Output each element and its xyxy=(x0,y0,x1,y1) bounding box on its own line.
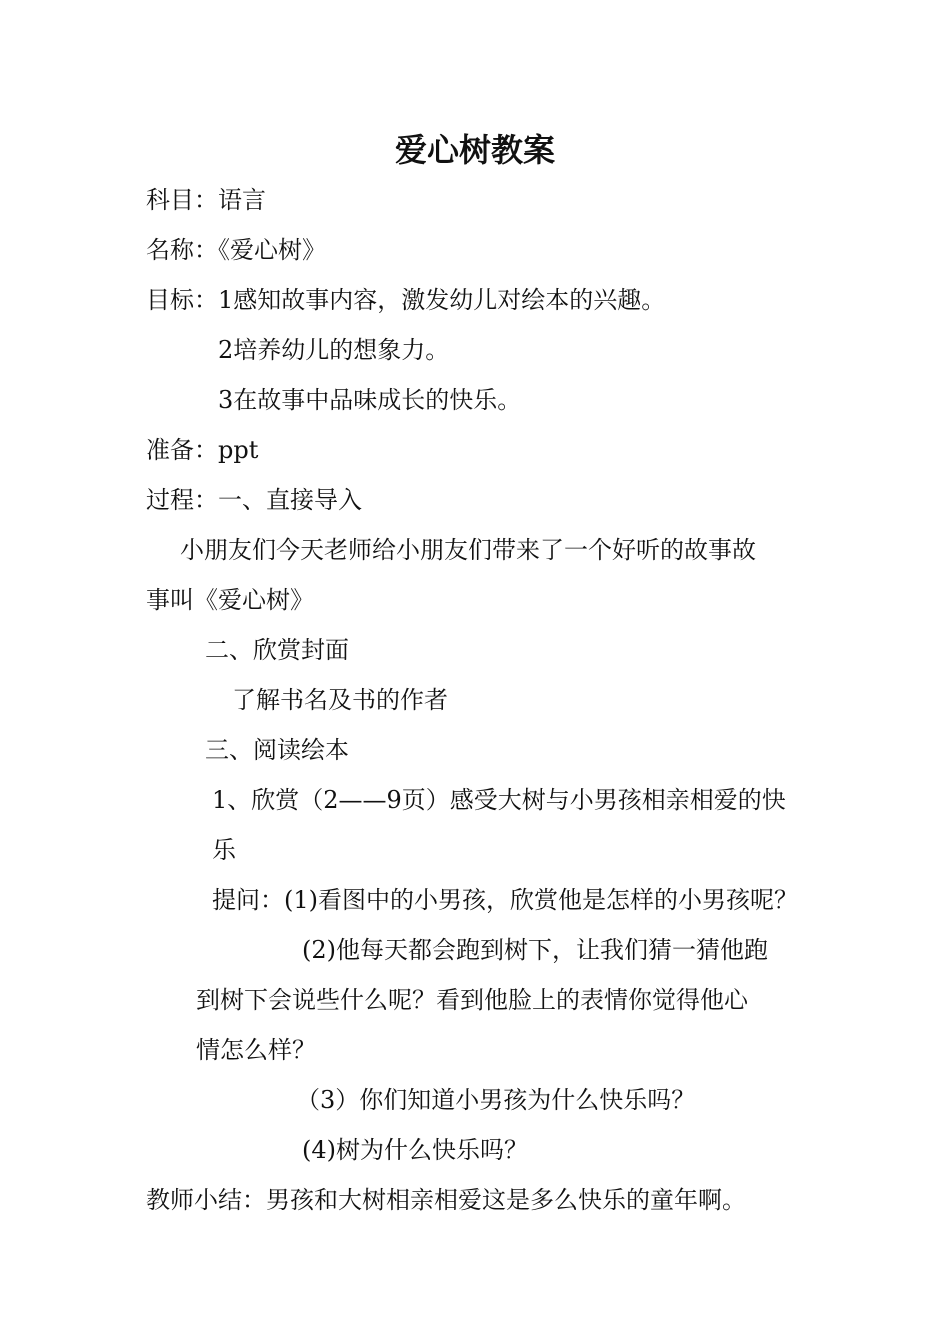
preparation-line: 准备：ppt xyxy=(146,436,259,464)
step-2-heading: 二、欣赏封面 xyxy=(205,636,349,664)
goal-line-3: 3在故事中品味成长的快乐。 xyxy=(218,386,522,414)
name-line: 名称：《爱心树》 xyxy=(146,236,326,264)
step-3-heading: 三、阅读绘本 xyxy=(205,736,349,764)
reading-1-line-1: 1、欣赏（2——9页）感受大树与小男孩相亲相爱的快 xyxy=(212,786,786,814)
question-1: 提问：(1)看图中的小男孩，欣赏他是怎样的小男孩呢？ xyxy=(212,886,798,914)
process-heading: 过程：一、直接导入 xyxy=(146,486,362,514)
subject-line: 科目：语言 xyxy=(146,186,266,214)
question-4: (4)树为什么快乐吗？ xyxy=(302,1136,528,1164)
intro-line-1: 小朋友们今天老师给小朋友们带来了一个好听的故事故 xyxy=(180,536,756,564)
question-2-line-3: 情怎么样？ xyxy=(196,1036,316,1064)
reading-1-line-2: 乐 xyxy=(212,836,236,864)
question-2-line-1: (2)他每天都会跑到树下，让我们猜一猜他跑 xyxy=(302,936,768,964)
question-3: （3）你们知道小男孩为什么快乐吗？ xyxy=(296,1086,696,1114)
teacher-summary: 教师小结：男孩和大树相亲相爱这是多么快乐的童年啊。 xyxy=(146,1186,746,1214)
goal-line-2: 2培养幼儿的想象力。 xyxy=(218,336,450,364)
intro-line-2: 事叫《爱心树》 xyxy=(146,586,314,614)
document-title: 爱心树教案 xyxy=(394,131,555,169)
question-2-line-2: 到树下会说些什么呢？看到他脸上的表情你觉得他心 xyxy=(196,986,748,1014)
goal-line-1: 目标：1感知故事内容，激发幼儿对绘本的兴趣。 xyxy=(146,286,666,314)
step-2-detail: 了解书名及书的作者 xyxy=(232,686,448,714)
